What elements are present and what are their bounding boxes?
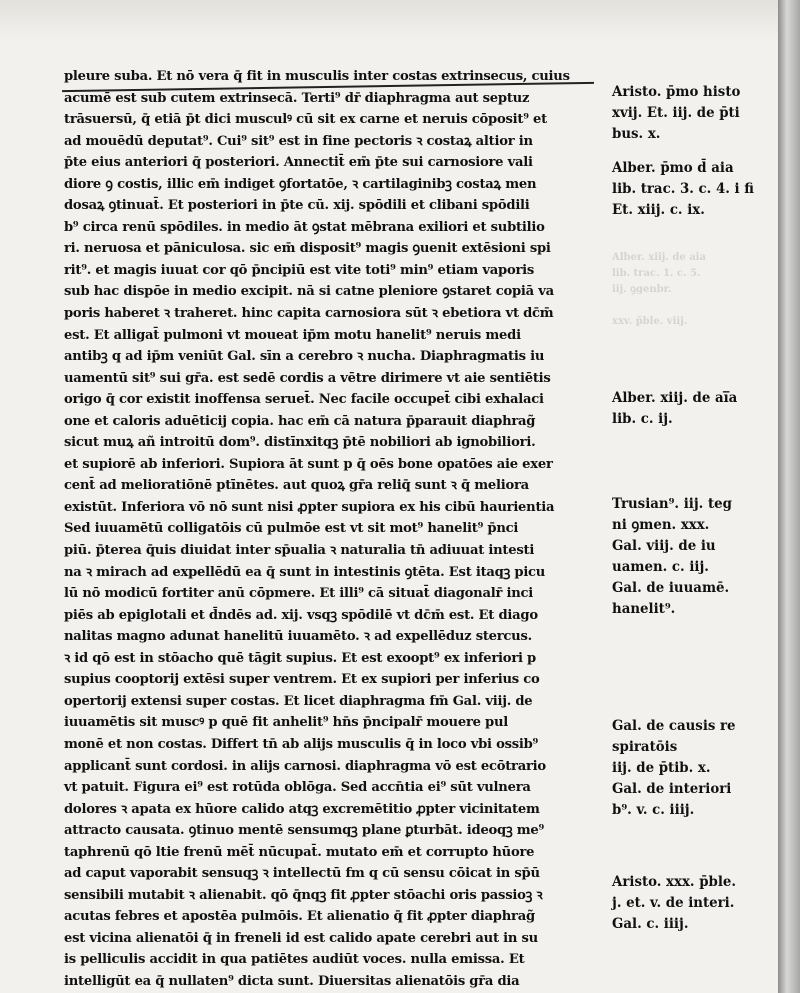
ghost-line: [612, 298, 762, 314]
margin-note-line: spiratōis: [612, 739, 678, 755]
text-line: acutas febres et apostēa pulmōis. Et alienatio q̄ fit ꝓpter diaphrag̃: [64, 909, 535, 925]
text-line: est. Et alligat̄ pulmoni vt moueat ip̄m motu hanelit⁹ neruis medi: [64, 327, 521, 343]
margin-note-line: bus. x.: [612, 126, 661, 142]
text-line: iuuamētis sit muscꝰ p quē fit anhelit⁹ hn̄s p̄ncipalr̄ mouere pul: [64, 715, 509, 731]
page-edge: [778, 0, 800, 993]
text-line: b⁹ circa renū spōdiles. in medio āt ꝯstat mēbrana exiliori et subtilio: [64, 219, 545, 235]
text-line: na ꝛ mirach ad expellēdū ea q̄ sunt in intestinis ꝯtēta. Est itaqꝫ picu: [64, 564, 546, 580]
text-line: est vicina alienatōi q̄ in freneli id est calido apate cerebri aut in su: [64, 930, 538, 946]
text-line: dolores ꝛ apata ex hūore calido atqꝫ excremētitio ꝓpter vicinitatem: [64, 801, 540, 817]
text-line: lū nō modicū fortiter anū cōpmere. Et illi⁹ cā situat̄ diagonalr̄ inci: [64, 586, 533, 602]
text-line: existūt. Inferiora vō nō sunt nisi ꝓpter supiora ex his cibū haurientia: [64, 499, 555, 515]
main-text-column: [64, 66, 604, 993]
text-line: taphrenū qō ltie frenū mēt̄ nūcupat̄. mutato em̄ et corrupto hūore: [64, 844, 535, 860]
text-line: et supiorē ab inferiori. Supiora āt sunt p q̄ oēs bone opatōes aie exer: [64, 456, 553, 472]
margin-note-line: Alber. xiij. de ai̅a: [612, 390, 738, 406]
text-line: nalitas magno adunat hanelitū iuuamēto. ꝛ ad expellēduz stercus.: [64, 629, 532, 645]
text-line: origo q̄ cor existit inoffensa seruet̄. Nec facile occupet̄ cibi exhalaci: [64, 392, 544, 408]
margin-note-line: Aristo. p̄mo histo: [612, 84, 741, 100]
margin-note-6: [612, 872, 772, 935]
margin-note-line: Trusian⁹. iij. teg: [612, 496, 732, 512]
margin-note-line: Gal. de iuuamē.: [612, 580, 730, 596]
text-line: is pelliculis accidit in qua patiētes audiūt voces. nulla emissa. Et: [64, 952, 525, 968]
margin-note-line: Gal. de causis re: [612, 718, 736, 734]
text-line: cent̄ ad melioratiōnē ptīnētes. aut quoꝝ gr̄a reliq̄ sunt ꝛ q̄ meliora: [64, 478, 529, 494]
text-line: piū. p̄terea q̄uis diuidat inter sp̄ualia ꝛ naturalia tn̄ adiuuat intesti: [64, 543, 535, 559]
text-line: pleure suba. Et nō vera q̄ fit in musculis inter costas extrinsecus, cuius: [64, 69, 570, 84]
margin-note-line: xvij. Et. iij. de p̄ti: [612, 105, 740, 121]
margin-note-4: [612, 494, 772, 620]
text-line: ad mouēdū deputat⁹. Cui⁹ sit⁹ est in fine pectoris ꝛ costaꝝ altior in: [64, 133, 533, 149]
margin-note-line: lib. c. ij.: [612, 411, 673, 427]
margin-note-line: iij. de p̄tib. x.: [612, 760, 711, 776]
text-line: sensibili mutabit ꝛ alienabit. qō q̄nqꝫ fit ꝓpter stōachi oris passioꝫ ꝛ: [64, 887, 543, 903]
text-line: supius cooptorij extēsi super ventrem. Et ex supiori per inferius co: [64, 672, 540, 688]
margin-note-line: ni ꝯmen. xxx.: [612, 517, 710, 533]
text-line: vt patuit. Figura ei⁹ est rotūda oblōga. Sed accn̄tia ei⁹ sūt vulnera: [64, 780, 531, 796]
text-line: acumē est sub cutem extrinsecā. Terti⁹ dr̄ diaphragma aut septuz: [64, 90, 530, 106]
page-shadow: [0, 0, 778, 40]
text-line: piēs ab epiglotali et d̄ndēs ad. xij. vsqꝫ spōdilē vt dc̄m̄ est. Et diago: [64, 607, 538, 623]
text-line: uamentū sit⁹ sui gr̄a. est sedē cordis a vētre dirimere vt aie sentiētis: [64, 370, 551, 386]
margin-note-line: uamen. c. iij.: [612, 559, 709, 575]
ghost-line: iij. ꝯgenbr.: [612, 284, 672, 295]
text-line: intelligūt ea q̄ nullaten⁹ dicta sunt. Diuersitas alienatōis gr̄a dia: [64, 973, 520, 989]
text-line: ꝛ id qō est in stōacho quē tāgit supius. Et est exoopt⁹ ex inferiori p: [64, 650, 536, 666]
margin-note-line: lib. trac. 3. c. 4. i fi: [612, 181, 754, 197]
text-line: trāsuersū, q̄ etiā p̄t dici musculꝰ cū sit ex carne et neruis cōposit⁹ et: [64, 112, 547, 128]
margin-note-line: Et. xiij. c. ix.: [612, 202, 705, 218]
text-line: sub hac dispōe in medio excipit. nā si catne pleniore ꝯstaret copiā va: [64, 284, 554, 300]
margin-note-line: hanelit⁹.: [612, 601, 676, 617]
text-line: ri. neruosa et pāniculosa. sic em̄ disposit⁹ magis ꝯuenit extēsioni spi: [64, 241, 551, 257]
text-line: dosaꝝ ꝯtinuat̄. Et posteriori in p̄te cū. xij. spōdili et clibani spōdili: [64, 198, 530, 214]
ghost-line: Alber. xiij. de aia: [612, 252, 706, 263]
text-line: antibꝫ q ad ip̄m veniūt Gal. sīn a cerebro ꝛ nucha. Diaphragmatis iu: [64, 349, 545, 365]
margin-note-line: Gal. c. iiij.: [612, 916, 689, 932]
text-line: rit⁹. et magis iuuat cor qō p̄ncipiū est vite toti⁹ min⁹ etiam vaporis: [64, 262, 535, 278]
ghost-line: xxv. p̄ble. viij.: [612, 316, 688, 327]
ghost-line: lib. trac. 1. c. 5.: [612, 268, 701, 279]
margin-note-3: [612, 388, 772, 430]
margin-note-1: [612, 82, 772, 145]
margin-note-line: Aristo. xxx. p̄ble.: [612, 874, 737, 890]
margin-note-line: Gal. viij. de iu: [612, 538, 716, 554]
text-line: diore ꝯ costis, illic em̄ indiget ꝯfortatōe, ꝛ cartilaginibꝫ costaꝝ men: [64, 176, 537, 192]
margin-note-line: Alber. p̄mo d̄ aia: [612, 160, 734, 176]
text-line: poris haberet ꝛ traheret. hinc capita carnosiora sūt ꝛ ebetiora vt dc̄m̄: [64, 306, 554, 322]
text-line: sicut muꝝ añ introitū dom⁹. distīnxitqꝫ p̄tē nobiliori ab ignobiliori.: [64, 435, 536, 451]
bleed-through-text: [612, 250, 762, 330]
text-line: one et caloris aduēticij copia. hac em̄ cā natura p̄parauit diaphrag̃: [64, 413, 536, 429]
text-line: Sed iuuamētū colligatōis cū pulmōe est vt sit mot⁹ hanelit⁹ p̄nci: [64, 521, 519, 537]
margin-note-2: [612, 158, 772, 221]
margin-note-line: Gal. de interiori: [612, 781, 732, 797]
text-line: opertorij extensi super costas. Et licet diaphragma fm̄ Gal. viij. de: [64, 693, 533, 709]
margin-note-5: [612, 716, 772, 821]
text-line: monē et non costas. Differt tn̄ ab alijs musculis q̄ in loco vbi ossib⁹: [64, 736, 539, 752]
text-line: attracto causata. ꝯtinuo mentē sensumqꝫ plane ꝑturbāt. ideoqꝫ me⁹: [64, 823, 545, 839]
text-line: p̄te eius anteriori q̄ posteriori. Annectit̄ em̄ p̄te sui carnosiore vali: [64, 155, 533, 171]
text-line: ad caput vaporabit sensuqꝫ ꝛ intellectū fm q cū sensu cōicat in sp̄ū: [64, 866, 540, 882]
margin-note-line: j. et. v. de interi.: [612, 895, 735, 911]
text-line: applicant̄ sunt cordosi. in alijs carnosi. diaphragma vō est ecōtrario: [64, 758, 546, 774]
margin-note-line: b⁹. v. c. iiij.: [612, 802, 695, 818]
